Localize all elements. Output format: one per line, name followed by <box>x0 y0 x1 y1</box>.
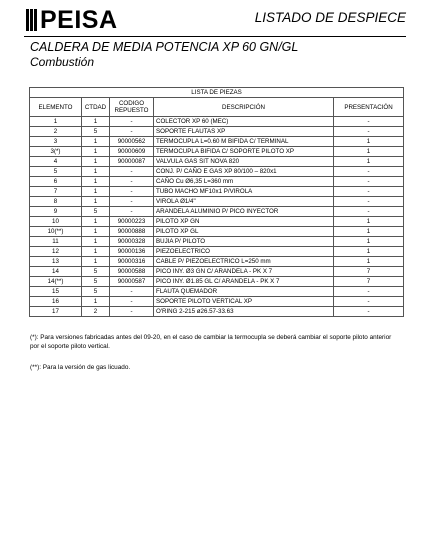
column-header-description: DESCRIPCIÓN <box>154 98 334 117</box>
peisa-logo-mark-icon <box>26 8 38 32</box>
footnotes <box>30 333 402 372</box>
cell-code: - <box>110 187 154 197</box>
table-row <box>30 117 404 127</box>
cell-code: 90000587 <box>110 277 154 287</box>
cell-element: 7 <box>30 187 82 197</box>
cell-quantity: 1 <box>82 137 110 147</box>
cell-description: FLAUTA QUEMADOR <box>154 287 334 297</box>
column-header-quantity: CTDAD <box>82 98 110 117</box>
footnote-termocupla: (*): Para versiones fabricadas antes del 09-20, en el caso de cambiar la termocupla se deberá cambiar el soporte piloto anterior por el soporte piloto vertical. <box>30 334 392 350</box>
cell-code: - <box>110 117 154 127</box>
cell-presentation: - <box>334 197 404 207</box>
cell-quantity: 1 <box>82 247 110 257</box>
cell-quantity: 5 <box>82 277 110 287</box>
column-header-element: ELEMENTO <box>30 98 82 117</box>
table-row <box>30 237 404 247</box>
cell-presentation: 1 <box>334 257 404 267</box>
cell-presentation: - <box>334 297 404 307</box>
cell-presentation: 7 <box>334 277 404 287</box>
cell-presentation: - <box>334 187 404 197</box>
table-row <box>30 197 404 207</box>
cell-description: VIROLA Ø1/4" <box>154 197 334 207</box>
cell-presentation: 7 <box>334 267 404 277</box>
table-row <box>30 147 404 157</box>
cell-quantity: 1 <box>82 117 110 127</box>
cell-quantity: 1 <box>82 237 110 247</box>
cell-element: 14(**) <box>30 277 82 287</box>
cell-element: 13 <box>30 257 82 267</box>
cell-code: - <box>110 177 154 187</box>
table-row <box>30 187 404 197</box>
cell-description: CONJ. P/ CAÑO E GAS XP 80/100 – 820x1 <box>154 167 334 177</box>
cell-description: PICO INY. Ø3 GN C/ ARANDELA - PK X 7 <box>154 267 334 277</box>
cell-element: 15 <box>30 287 82 297</box>
cell-description: VALVULA GAS SIT NOVA 820 <box>154 157 334 167</box>
cell-element: 8 <box>30 197 82 207</box>
cell-code: - <box>110 297 154 307</box>
cell-presentation: - <box>334 177 404 187</box>
cell-code: - <box>110 167 154 177</box>
cell-code: 90000136 <box>110 247 154 257</box>
cell-description: TERMOCUPLA BIFIDA C/ SOPORTE PILOTO XP <box>154 147 334 157</box>
cell-quantity: 5 <box>82 287 110 297</box>
cell-presentation: - <box>334 287 404 297</box>
cell-element: 3(*) <box>30 147 82 157</box>
cell-element: 9 <box>30 207 82 217</box>
cell-presentation: 1 <box>334 247 404 257</box>
cell-code: - <box>110 207 154 217</box>
cell-quantity: 1 <box>82 227 110 237</box>
cell-presentation: 1 <box>334 147 404 157</box>
product-title: CALDERA DE MEDIA POTENCIA XP 60 GN/GL <box>30 40 299 54</box>
cell-description: CAÑO Cu Ø6,35 L=360 mm <box>154 177 334 187</box>
parts-table-body <box>30 117 404 317</box>
cell-description: O'RING 2-215 ø26.57-33.63 <box>154 307 334 317</box>
cell-element: 17 <box>30 307 82 317</box>
table-row <box>30 227 404 237</box>
cell-element: 12 <box>30 247 82 257</box>
table-row <box>30 267 404 277</box>
cell-description: PICO INY. Ø1.85 GL C/ ARANDELA - PK X 7 <box>154 277 334 287</box>
table-row <box>30 127 404 137</box>
cell-element: 4 <box>30 157 82 167</box>
cell-quantity: 1 <box>82 197 110 207</box>
cell-description: CABLE P/ PIEZOELECTRICO L=250 mm <box>154 257 334 267</box>
cell-quantity: 1 <box>82 297 110 307</box>
table-row <box>30 167 404 177</box>
cell-presentation: 1 <box>334 137 404 147</box>
cell-quantity: 2 <box>82 307 110 317</box>
cell-code: - <box>110 127 154 137</box>
cell-presentation: - <box>334 117 404 127</box>
table-row <box>30 247 404 257</box>
cell-quantity: 5 <box>82 267 110 277</box>
cell-element: 6 <box>30 177 82 187</box>
cell-code: 90000087 <box>110 157 154 167</box>
cell-code: - <box>110 307 154 317</box>
cell-element: 10(**) <box>30 227 82 237</box>
cell-presentation: 1 <box>334 217 404 227</box>
section-title: Combustión <box>30 55 95 69</box>
cell-quantity: 1 <box>82 167 110 177</box>
cell-element: 5 <box>30 167 82 177</box>
cell-description: COLECTOR XP 60 (MEC) <box>154 117 334 127</box>
cell-element: 11 <box>30 237 82 247</box>
cell-presentation: 1 <box>334 157 404 167</box>
cell-quantity: 1 <box>82 187 110 197</box>
cell-code: 90000316 <box>110 257 154 267</box>
cell-element: 3 <box>30 137 82 147</box>
cell-code: - <box>110 197 154 207</box>
cell-presentation: - <box>334 207 404 217</box>
cell-element: 2 <box>30 127 82 137</box>
column-header-presentation: PRESENTACIÓN <box>334 98 404 117</box>
cell-presentation: - <box>334 307 404 317</box>
cell-description: PIEZOELECTRICO <box>154 247 334 257</box>
cell-element: 16 <box>30 297 82 307</box>
cell-code: 90000888 <box>110 227 154 237</box>
cell-code: 90000562 <box>110 137 154 147</box>
table-row <box>30 307 404 317</box>
table-caption: LISTA DE PIEZAS <box>30 88 404 98</box>
cell-element: 1 <box>30 117 82 127</box>
brand-logo <box>26 7 118 33</box>
table-row <box>30 207 404 217</box>
cell-description: BUJIA P/ PILOTO <box>154 237 334 247</box>
cell-description: PILOTO XP GL <box>154 227 334 237</box>
footnote-gas-licuado: (**): Para la versión de gas licuado. <box>30 364 131 371</box>
parts-table <box>29 87 404 317</box>
cell-quantity: 1 <box>82 157 110 167</box>
table-row <box>30 257 404 267</box>
table-row <box>30 137 404 147</box>
document-title: LISTADO DE DESPIECE <box>254 10 406 25</box>
column-header-code: CODIGO REPUESTO <box>110 98 154 117</box>
cell-description: PILOTO XP GN <box>154 217 334 227</box>
table-row <box>30 297 404 307</box>
table-row <box>30 287 404 297</box>
cell-description: SOPORTE FLAUTAS XP <box>154 127 334 137</box>
table-row <box>30 217 404 227</box>
cell-presentation: - <box>334 127 404 137</box>
cell-presentation: 1 <box>334 237 404 247</box>
cell-quantity: 5 <box>82 127 110 137</box>
cell-quantity: 1 <box>82 257 110 267</box>
cell-description: SOPORTE PILOTO VERTICAL XP <box>154 297 334 307</box>
cell-code: 90000223 <box>110 217 154 227</box>
cell-code: 90000328 <box>110 237 154 247</box>
cell-code: - <box>110 287 154 297</box>
cell-quantity: 1 <box>82 217 110 227</box>
cell-element: 10 <box>30 217 82 227</box>
cell-presentation: 1 <box>334 227 404 237</box>
cell-presentation: - <box>334 167 404 177</box>
cell-code: 90000609 <box>110 147 154 157</box>
cell-description: TUBO MACHO MF10x1 P/VIROLA <box>154 187 334 197</box>
cell-code: 90000588 <box>110 267 154 277</box>
brand-name: PEISA <box>40 6 118 34</box>
cell-description: TERMOCUPLA L=0.60 M BIFIDA C/ TERMINAL <box>154 137 334 147</box>
cell-quantity: 5 <box>82 207 110 217</box>
table-row <box>30 157 404 167</box>
table-row <box>30 177 404 187</box>
table-row <box>30 277 404 287</box>
cell-description: ARANDELA ALUMINIO P/ PICO INYECTOR <box>154 207 334 217</box>
header-divider <box>24 36 406 37</box>
cell-quantity: 1 <box>82 177 110 187</box>
cell-quantity: 1 <box>82 147 110 157</box>
cell-element: 14 <box>30 267 82 277</box>
